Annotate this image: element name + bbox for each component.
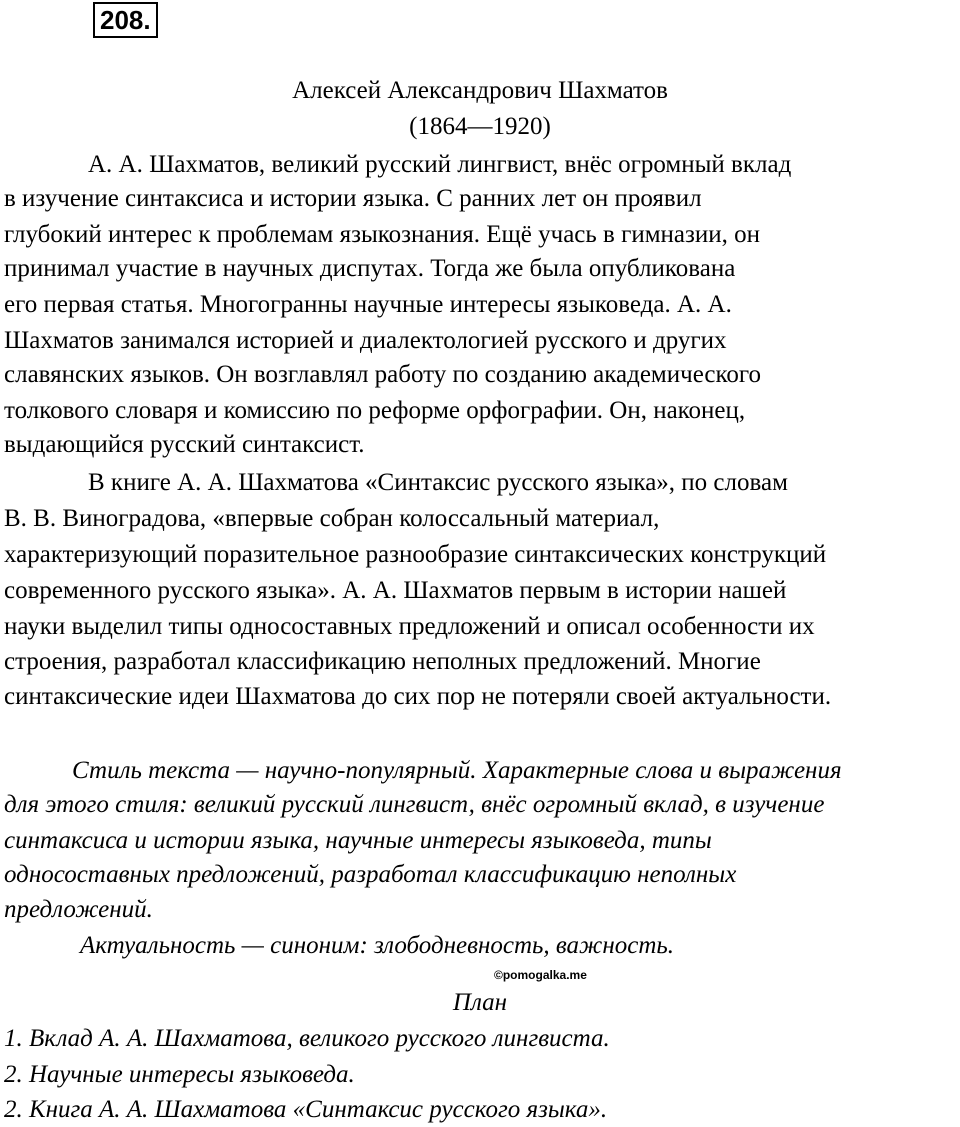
text-line: глубокий интерес к проблемам языкознания. Ещё учась в гимназии, он [4, 221, 761, 248]
text-line: в изучение синтаксиса и истории языка. С ранних лет он проявил [4, 185, 702, 212]
analysis-line: для этого стиля: великий русский лингвист, внёс огромный вклад, в изучение [4, 791, 825, 818]
text-line: принимал участие в научных диспутах. Тогда же была опубликована [4, 255, 736, 282]
text-line: славянских языков. Он возглавлял работу по созданию академического [4, 361, 762, 388]
plan-item: 2. Научные интересы языковеда. [4, 1061, 355, 1088]
text-line: толкового словаря и комиссию по реформе орфографии. Он, наконец, [4, 397, 746, 424]
analysis-line: предложений. [4, 896, 153, 923]
plan-item: 1. Вклад А. А. Шахматова, великого русского лингвиста. [4, 1025, 610, 1052]
analysis-line: односоставных предложений, разработал классификацию неполных [4, 861, 737, 888]
text-line: Шахматов занимался историей и диалектологией русского и других [4, 327, 727, 354]
analysis-line: Стиль текста — научно-популярный. Характерные слова и выражения [72, 757, 842, 784]
text-line: В. В. Виноградова, «впервые собран колоссальный материал, [4, 505, 660, 532]
text-years: (1864—1920) [409, 113, 551, 140]
exercise-number: 208. [93, 2, 158, 38]
text-title: Алексей Александрович Шахматов [292, 77, 668, 104]
text-line: его первая статья. Многогранны научные интересы языковеда. А. А. [4, 291, 732, 318]
plan-item: 2. Книга А. А. Шахматова «Синтаксис русского языка». [4, 1096, 608, 1123]
watermark-text: ©pomogalka.me [494, 968, 587, 982]
text-line: науки выделил типы односоставных предложений и описал особенности их [4, 613, 815, 640]
analysis-line: синтаксиса и истории языка, научные интересы языковеда, типы [4, 827, 712, 854]
text-line: характеризующий поразительное разнообразие синтаксических конструкций [4, 541, 827, 568]
text-line: В книге А. А. Шахматова «Синтаксис русского языка», по словам [88, 469, 788, 496]
analysis-line: Актуальность — синоним: злободневность, важность. [80, 932, 674, 959]
text-line: синтаксические идеи Шахматова до сих пор не потеряли своей актуальности. [4, 683, 832, 710]
text-line: современного русского языка». А. А. Шахматов первым в истории нашей [4, 577, 787, 604]
text-line: А. А. Шахматов, великий русский лингвист, внёс огромный вклад [88, 151, 792, 178]
text-line: строения, разработал классификацию неполных предложений. Многие [4, 648, 761, 675]
text-line: выдающийся русский синтаксист. [4, 431, 365, 458]
plan-title: План [452, 989, 508, 1016]
